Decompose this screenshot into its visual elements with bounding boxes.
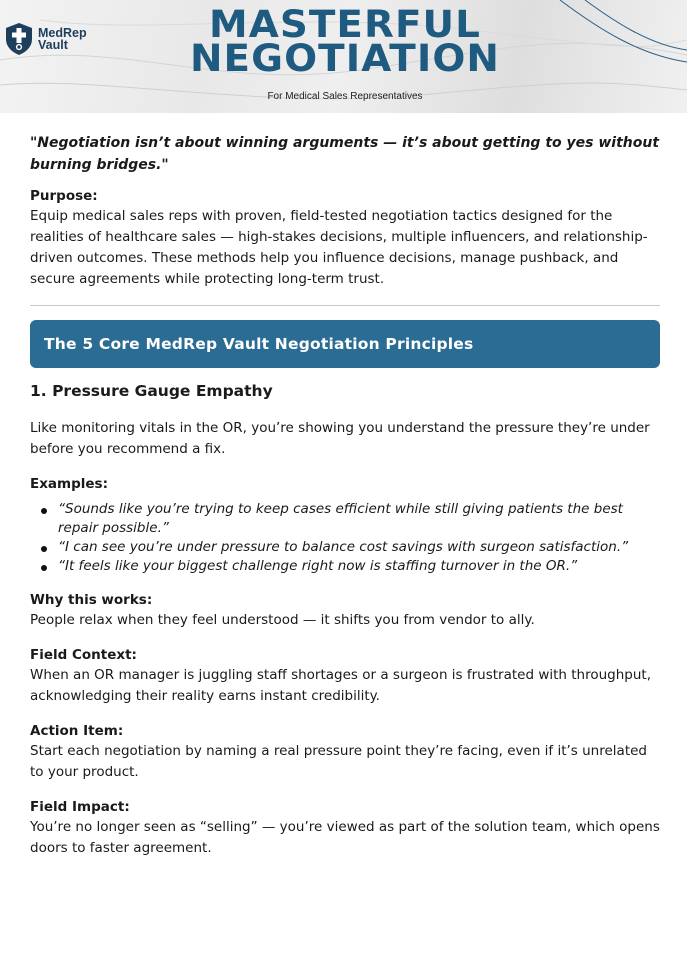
context-label: Field Context: [30, 647, 137, 663]
examples-list [30, 500, 660, 576]
action-text: Start each negotiation by naming a real pressure point they’re facing, even if it’s unrelated to your product. [30, 743, 647, 780]
opening-quote: "Negotiation isn’t about winning arguments — it’s about getting to yes without burning bridges." [30, 135, 660, 173]
title-line1: MASTERFUL [209, 3, 481, 46]
impact-label: Field Impact: [30, 799, 130, 815]
why-text: People relax when they feel understood — it shifts you from vendor to ally. [30, 612, 535, 628]
principle-intro: Like monitoring vitals in the OR, you’re showing you understand the pressure they’re under before you recommend a fix. [30, 420, 650, 457]
logo-text-line2: Vault [38, 38, 68, 52]
principle-heading: 1. Pressure Gauge Empathy [30, 382, 273, 400]
page-title [119, 3, 571, 80]
action-label: Action Item: [30, 723, 124, 739]
purpose-text: Equip medical sales reps with proven, field-tested negotiation tactics designed for the realities of healthcare sales — high-stakes decisions, multiple influencers, and relationship-driven outcomes. These methods help you influence decisions, manage pushback, and secure agreements while protecting long-term trust. [30, 208, 648, 287]
context-text: When an OR manager is juggling staff shortages or a surgeon is frustrated with throughput, acknowledging their reality earns instant credibility. [30, 667, 652, 704]
list-item [30, 500, 660, 538]
why-label: Why this works: [30, 592, 153, 608]
logo-text-line1: MedRep [38, 26, 87, 40]
bullet-icon [41, 546, 47, 552]
title-line2: NEGOTIATION [189, 37, 501, 80]
logo-text [38, 27, 87, 51]
example-text: “Sounds like you’re trying to keep cases efficient while still giving patients the best repair possible.” [58, 501, 623, 536]
principles-banner: The 5 Core MedRep Vault Negotiation Principles [30, 320, 660, 368]
examples-label: Examples: [30, 476, 108, 492]
bullet-icon [41, 508, 47, 514]
purpose-label: Purpose: [30, 188, 98, 204]
section-divider [30, 305, 660, 306]
impact-text: You’re no longer seen as “selling” — you’re viewed as part of the solution team, which opens doors to faster agreement. [30, 819, 660, 856]
example-text: “It feels like your biggest challenge right now is staffing turnover in the OR.” [58, 558, 578, 574]
header [0, 0, 687, 113]
shield-cross-icon [4, 22, 34, 56]
list-item [30, 538, 660, 557]
page-subtitle: For Medical Sales Representatives [267, 91, 423, 102]
list-item [30, 557, 660, 576]
bullet-icon [41, 565, 47, 571]
logo [4, 22, 87, 56]
document-body [30, 124, 660, 859]
example-text: “I can see you’re under pressure to balance cost savings with surgeon satisfaction.” [58, 539, 629, 555]
